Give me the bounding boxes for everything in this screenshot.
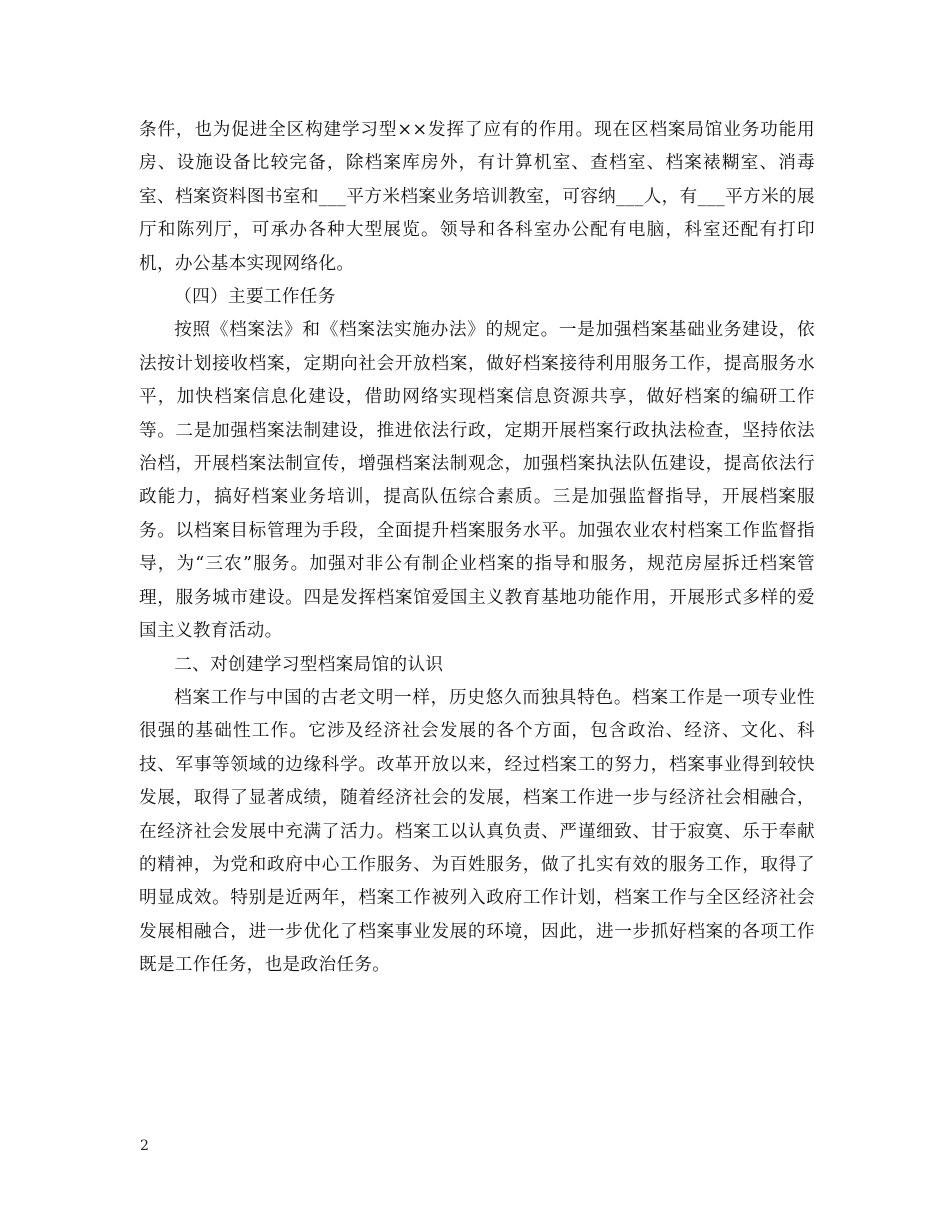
paragraph-main-tasks: 按照《档案法》和《档案法实施办法》的规定。一是加强档案基础业务建设，依法按计划接收档案，定期向社会开放档案，做好档案接待利用服务工作，提高服务水平，加快档案信息化建设，借助网络实现档案信息资源共享，做好档案的编研工作等。二是加强档案法制建设，推进依法行政，定期开展档案行政执法检查，坚持依法治档，开展档案法制宣传，增强档案法制观念，加强档案执法队伍建设，提高依法行政能力，搞好档案业务培训，提高队伍综合素质。三是加强监督指导，开展档案服务。以档案目标管理为手段，全面提升档案服务水平。加强农业农村档案工作监督指导，为“三农”服务。加强对非公有制企业档案的指导和服务，规范房屋拆迁档案管理，服务城市建设。四是发挥档案馆爱国主义教育基地功能作用，开展形式多样的爱国主义教育活动。 — [139, 320, 815, 642]
page-number: 2 — [140, 1138, 149, 1154]
section-heading-understanding: 二、对创建学习型档案局馆的认识 — [174, 654, 444, 675]
section-heading-main-tasks: （四）主要工作任务 — [174, 287, 336, 308]
page-body — [139, 114, 815, 983]
paragraph-understanding: 档案工作与中国的古老文明一样，历史悠久而独具特色。档案工作是一项专业性很强的基础性工作。它涉及经济社会发展的各个方面，包含政治、经济、文化、科技、军事等领域的边缘科学。改革开放以来，经过档案工的努力，档案事业得到较快发展，取得了显著成绩，随着经济社会的发展，档案工作进一步与经济社会相融合，在经济社会发展中充满了活力。档案工以认真负责、严谨细致、甘于寂寞、乐于奉献的精神，为党和政府中心工作服务、为百姓服务，做了扎实有效的服务工作，取得了明显成效。特别是近两年，档案工作被列入政府工作计划，档案工作与全区经济社会发展相融合，进一步优化了档案事业发展的环境，因此，进一步抓好档案的各项工作既是工作任务，也是政治任务。 — [139, 687, 815, 976]
paragraph-continuation: 条件，也为促进全区构建学习型××发挥了应有的作用。现在区档案局馆业务功能用房、设施设备比较完备，除档案库房外，有计算机室、查档室、档案裱糊室、消毒室、档案资料图书室和___平方米档案业务培训教室，可容纳___人，有___平方米的展厅和陈列厅，可承办各种大型展览。领导和各科室办公配有电脑，科室还配有打印机，办公基本实现网络化。 — [139, 120, 815, 274]
